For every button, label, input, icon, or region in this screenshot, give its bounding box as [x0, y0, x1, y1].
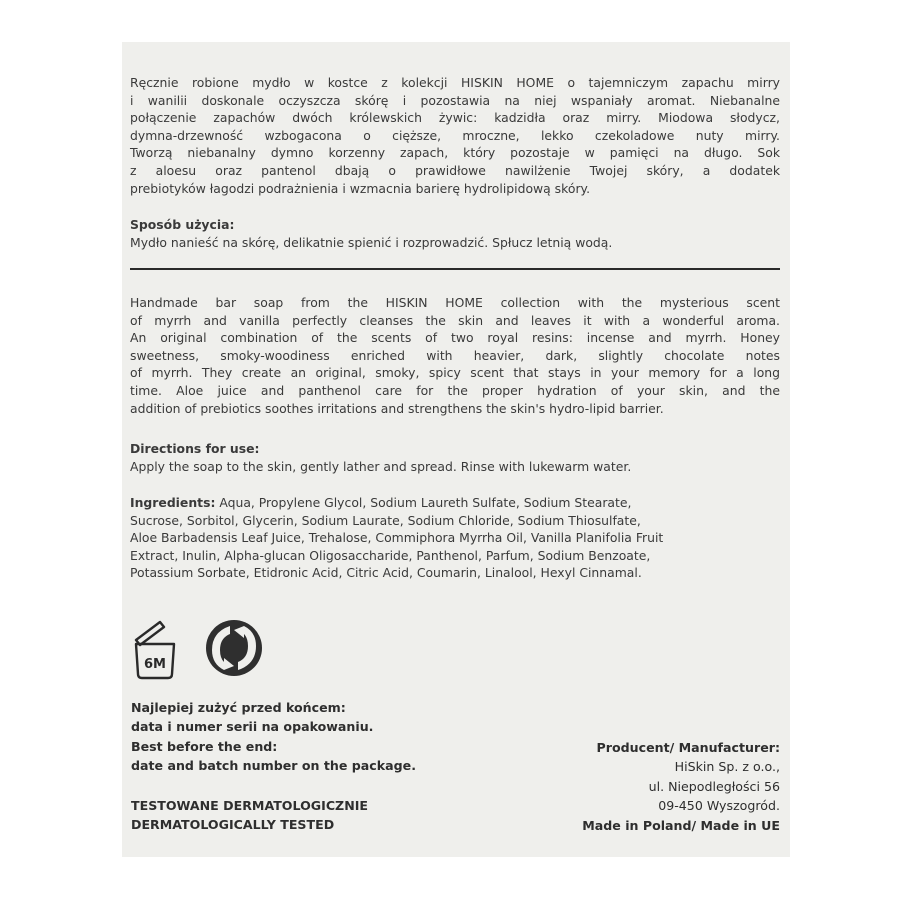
green-dot-icon	[206, 620, 262, 676]
dermatologically-tested	[131, 796, 368, 835]
ingredients-line: Aloe Barbadensis Leaf Juice, Trehalose, Commiphora Myrrha Oil, Vanilla Planifolia Fruit	[130, 530, 664, 546]
manufacturer-heading: Producent/ Manufacturer:	[596, 740, 780, 755]
ingredients-line: Potassium Sorbate, Etidronic Acid, Citric Acid, Coumarin, Linalool, Hexyl Cinnamal.	[130, 565, 642, 581]
pl-line: i wanilii doskonale oczyszcza skórę i pozostawia na niej wspaniały aromat. Niebanalne	[130, 92, 780, 108]
en-line: Handmade bar soap from the HISKIN HOME collection with the mysterious scent	[130, 295, 780, 310]
ingredients-heading: Ingredients:	[130, 495, 216, 510]
best-before-line: Najlepiej zużyć przed końcem:	[131, 700, 346, 715]
pl-line: z aloesu oraz pantenol dbają o prawidłowe nawilżenie Twojej skóry, a dodatek	[130, 162, 780, 178]
tested-line: DERMATOLOGICALLY TESTED	[131, 817, 335, 833]
pl-usage-heading: Sposób użycia:	[130, 217, 235, 232]
en-line: sweetness, smoky-woodiness enriched with heavier, dark, slightly chocolate notes	[130, 347, 780, 363]
manufacturer-line: 09-450 Wyszogród.	[658, 798, 780, 814]
pl-line: Ręcznie robione mydło w kostce z kolekcji HISKIN HOME o tajemniczym zapachu mirry	[130, 75, 780, 90]
best-before-line: Best before the end:	[131, 738, 278, 754]
manufacturer	[480, 738, 780, 835]
pl-line: połączenie zapachów dwóch królewskich żywic: kadzidła oraz mirry. Miodowa słodycz,	[130, 110, 780, 126]
en-line: addition of prebiotics soothes irritations and strengthens the skin's hydro-lipid barrier.	[130, 400, 664, 416]
ingredients-line: Sucrose, Sorbitol, Glycerin, Sodium Laurate, Sodium Chloride, Sodium Thiosulfate,	[130, 512, 641, 528]
en-description	[130, 294, 780, 417]
pao-icon	[130, 618, 270, 682]
pl-line: dymna-drzewność wzbogacona o cięższe, mroczne, lekko czekoladowe nuty mirry.	[130, 127, 780, 143]
ingredients-line: Extract, Inulin, Alpha-glucan Oligosaccharide, Panthenol, Parfum, Sodium Benzoate,	[130, 547, 651, 563]
en-directions-text: Apply the soap to the skin, gently lather and spread. Rinse with lukewarm water.	[130, 458, 632, 474]
manufacturer-line: HiSkin Sp. z o.o.,	[674, 759, 780, 775]
en-directions-heading: Directions for use:	[130, 441, 260, 456]
pl-description	[130, 74, 780, 197]
en-line: of myrrh. They create an original, smoky, spicy scent that stays in your memory for a long	[130, 365, 780, 381]
en-line: An original combination of the scents of two royal resins: incense and myrrh. Honey	[130, 330, 780, 346]
section-divider	[130, 268, 780, 270]
pl-usage-text: Mydło nanieść na skórę, delikatnie spienić i rozprowadzić. Spłucz letnią wodą.	[130, 234, 613, 250]
manufacturer-line: ul. Niepodległości 56	[648, 778, 780, 794]
pao-label: 6M	[144, 657, 166, 672]
pl-line: prebiotyków łagodzi podrażnienia i wzmacnia barierę hydrolipidową skóry.	[130, 180, 591, 196]
best-before	[131, 698, 416, 776]
best-before-line: date and batch number on the package.	[131, 758, 416, 774]
best-before-line: data i numer serii na opakowaniu.	[131, 719, 374, 735]
en-line: time. Aloe juice and panthenol care for the proper hydration of your skin, and the	[130, 382, 780, 398]
pl-usage	[130, 216, 780, 251]
pl-line: Tworzą niebanalny dymno korzenny zapach, który pozostaje w pamięci na długo. Sok	[130, 145, 780, 161]
en-line: of myrrh and vanilla perfectly cleanses the skin and leaves it with a wonderful aroma.	[130, 312, 780, 328]
made-in: Made in Poland/ Made in UE	[582, 817, 780, 833]
ingredients-line: Aqua, Propylene Glycol, Sodium Laureth Sulfate, Sodium Stearate,	[215, 495, 632, 510]
tested-line: TESTOWANE DERMATOLOGICZNIE	[131, 798, 369, 813]
symbols	[130, 618, 270, 686]
ingredients	[130, 494, 780, 582]
en-directions	[130, 440, 780, 475]
